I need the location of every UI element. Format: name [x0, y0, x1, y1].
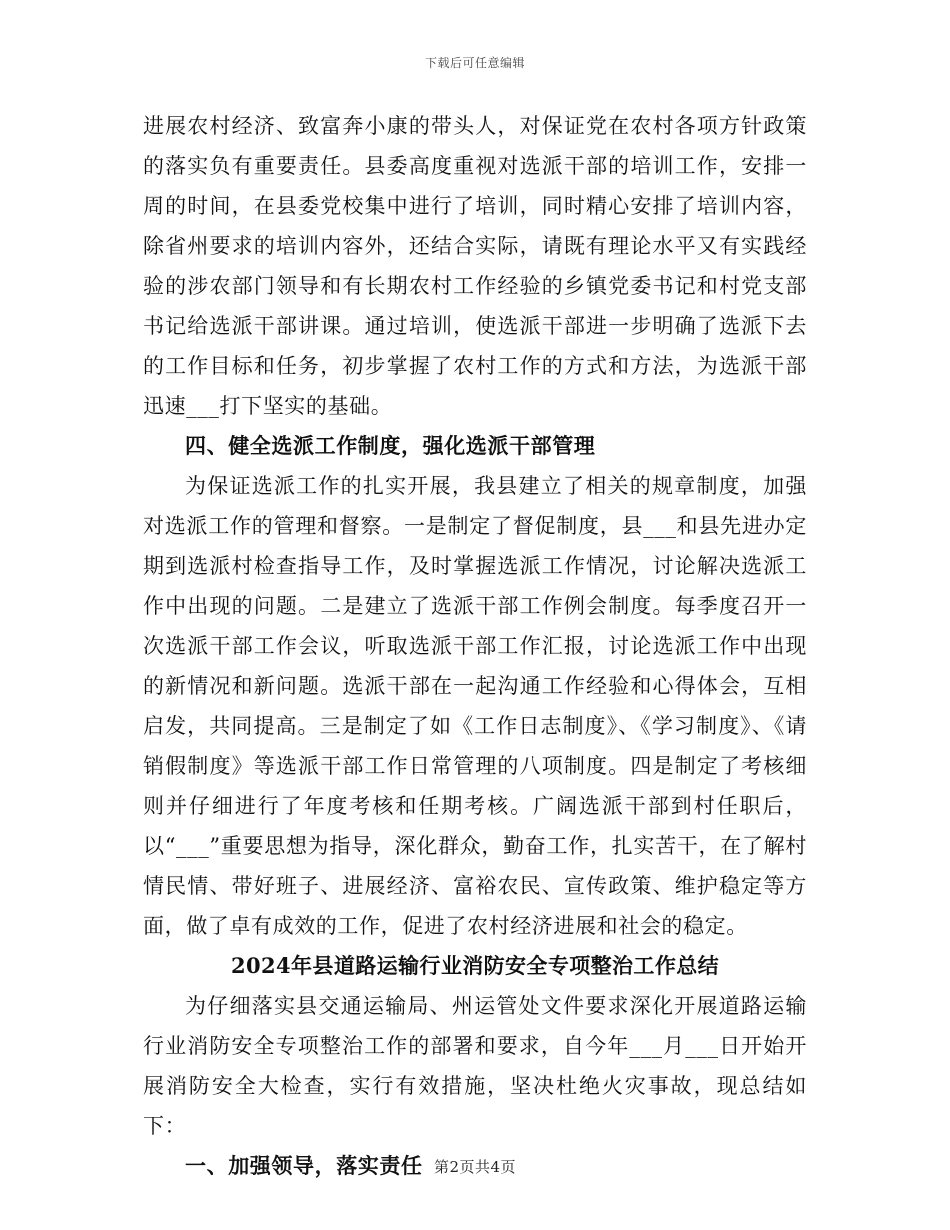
paragraph-training: 进展农村经济、致富奔小康的带头人，对保证党在农村各项方针政策的落实负有重要责任。县委高度重视对选派干部的培训工作，安排一周的时间，在县委党校集中进行了培训，同时精心安排了培训内容，除省州要求的培训内容外，还结合实际，请既有理论水平又有实践经验的涉农部门领导和有长期农村工作经验的乡镇党委书记和村党支部书记给选派干部讲课。通过培训，使选派干部进一步明确了选派下去的工作目标和任务，初步掌握了农村工作的方式和方法，为选派干部迅速___打下坚实的基础。: [143, 114, 807, 418]
section-heading-1: 一、加强领导，落实责任: [185, 1153, 423, 1178]
section-heading-4: 四、健全选派工作制度，强化选派干部管理: [185, 433, 596, 458]
page-number: 第2页共4页: [433, 1158, 517, 1176]
page-header: 下载后可任意编辑: [424, 56, 525, 70]
document-title: 2024年县道路运输行业消防安全专项整治工作总结: [230, 953, 720, 978]
document-body: [143, 106, 807, 1186]
paragraph-intro: 为仔细落实县交通运输局、州运管处文件要求深化开展道路运输行业消防安全专项整治工作的部署和要求，自今年___月___日开始开展消防安全大检查，实行有效措施，坚决杜绝火灾事故，现总结如下：: [143, 994, 807, 1138]
paragraph-system: 为保证选派工作的扎实开展，我县建立了相关的规章制度，加强对选派工作的管理和督察。一是制定了督促制度，县___和县先进办定期到选派村检查指导工作，及时掌握选派工作情况，讨论解决选派工作中出现的问题。二是建立了选派干部工作例会制度。每季度召开一次选派干部工作会议，听取选派干部工作汇报，讨论选派工作中出现的新情况和新问题。选派干部在一起沟通工作经验和心得体会，互相启发，共同提高。三是制定了如《工作日志制度》、《学习制度》、《请销假制度》等选派干部工作日常管理的八项制度。四是制定了考核细则并仔细进行了年度考核和任期考核。广阔选派干部到村任职后，以“___”重要思想为指导，深化群众，勤奋工作，扎实苦干，在了解村情民情、带好班子、进展经济、富裕农民、宣传政策、维护稳定等方面，做了卓有成效的工作，促进了农村经济进展和社会的稳定。: [143, 474, 807, 938]
